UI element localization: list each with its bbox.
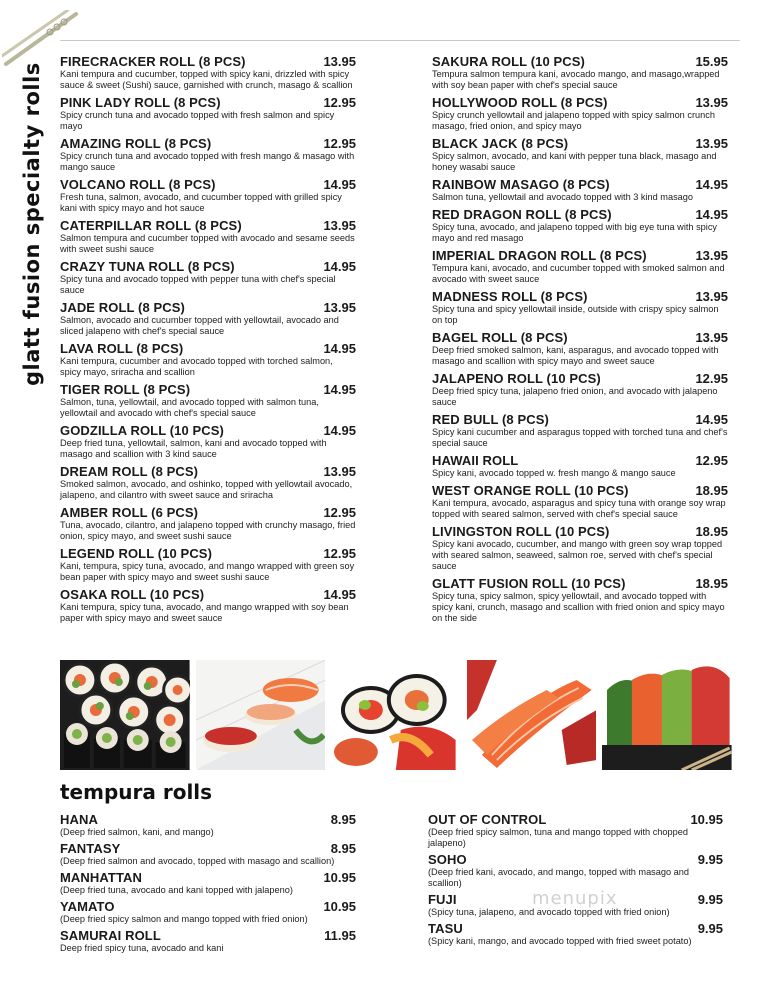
menu-item-header (60, 505, 356, 520)
menu-item (60, 259, 356, 296)
menu-item (60, 928, 356, 954)
menu-item (60, 177, 356, 214)
menu-item-name: BAGEL ROLL (8 PCS) (432, 330, 568, 345)
menu-item-description: Spicy crunch tuna and avocado topped with fresh mango & masago with mango sauce (60, 151, 355, 172)
menu-item-header (432, 453, 728, 468)
menu-item-header (432, 248, 728, 263)
top-divider (60, 40, 740, 41)
sashimi-photo (467, 660, 597, 770)
menu-item-name: WEST ORANGE ROLL (10 PCS) (432, 483, 629, 498)
menu-item-header (432, 289, 728, 304)
menu-item-description: (Deep fried spicy salmon and mango topped with fried onion) (60, 914, 308, 924)
menu-item (432, 453, 728, 479)
menu-item-name: RAINBOW MASAGO (8 PCS) (432, 177, 610, 192)
menu-item-header (428, 852, 723, 867)
menu-item-description: Spicy tuna and avocado topped with pepper tuna with chef's special sauce (60, 274, 336, 295)
menu-item-name: CRAZY TUNA ROLL (8 PCS) (60, 259, 235, 274)
menu-item-price: 11.95 (324, 928, 356, 943)
menu-item (60, 546, 356, 583)
menu-item-price: 8.95 (330, 812, 356, 827)
menu-item-name: LIVINGSTON ROLL (10 PCS) (432, 524, 610, 539)
menu-item (432, 177, 728, 203)
menu-item-price: 14.95 (323, 587, 356, 602)
menu-item-name: DREAM ROLL (8 PCS) (60, 464, 199, 479)
menu-item-price: 14.95 (323, 423, 356, 438)
menu-item-name: HOLLYWOOD ROLL (8 PCS) (432, 95, 608, 110)
menu-item-price: 13.95 (695, 330, 728, 345)
menu-item (428, 852, 723, 889)
menu-item-description: Deep fried spicy tuna, jalapeno fried onion, and avocado with jalapeno sauce (432, 386, 718, 407)
menu-item-description: Fresh tuna, salmon, avocado, and cucumber topped with grilled spicy kani with spicy mayo and hot sauce (60, 192, 342, 213)
menu-item-name: MADNESS ROLL (8 PCS) (432, 289, 588, 304)
menu-item-description: (Deep fried tuna, avocado and kani topped with jalapeno) (60, 885, 293, 895)
menu-item-description: Tempura salmon tempura kani, avocado mango, and masago,wrapped with soy bean paper with chef's special sauce (432, 69, 720, 90)
menu-item-price: 12.95 (695, 371, 728, 386)
menu-item (60, 218, 356, 255)
menu-item-price: 12.95 (323, 546, 356, 561)
menu-item-description: Salmon tuna, yellowtail and avocado topped with 3 kind masago (432, 192, 693, 202)
menu-item-price: 13.95 (323, 218, 356, 233)
menu-item-description: Salmon, tuna, yellowtail, and avocado topped with salmon tuna, yellowtail and avocado with chef's special sauce (60, 397, 319, 418)
menu-item-header (60, 95, 356, 110)
menu-item (432, 248, 728, 285)
menu-item-price: 10.95 (323, 899, 356, 914)
menu-item-price: 9.95 (697, 921, 723, 936)
menu-item-description: Spicy tuna and spicy yellowtail inside, outside with crispy spicy salmon on top (432, 304, 719, 325)
menu-item-price: 12.95 (323, 95, 356, 110)
menu-item-description: Deep fried smoked salmon, kani, asparagus, and avocado topped with masago and scallion with spicy mayo and sweet sauce (432, 345, 719, 366)
menu-item-description: Tuna, avocado, cilantro, and jalapeno topped with crunchy masago, fried onion, spicy mayo, and sweet sushi sauce (60, 520, 356, 541)
dragon-roll-photo (602, 660, 732, 770)
menu-item (60, 899, 356, 925)
menu-item-price: 14.95 (323, 259, 356, 274)
menu-item (432, 576, 728, 624)
menu-item (60, 423, 356, 460)
menu-item-name: BLACK JACK (8 PCS) (432, 136, 569, 151)
menu-item-description: (Deep fried kani, avocado, and mango, topped with masago and scallion) (428, 867, 689, 888)
menu-item-header (432, 371, 728, 386)
menu-item-name: AMBER ROLL (6 PCS) (60, 505, 199, 520)
menu-item-name: GLATT FUSION ROLL (10 PCS) (432, 576, 626, 591)
menu-item (60, 300, 356, 337)
menu-item-description: Kani tempura, cucumber and avocado topped with torched salmon, spicy mayo, sriracha and scallion (60, 356, 333, 377)
menu-item-price: 14.95 (323, 177, 356, 192)
menu-item-header (432, 330, 728, 345)
menu-item (60, 505, 356, 542)
menu-item-header (432, 524, 728, 539)
menu-item-description: Kani tempura, spicy tuna, avocado, and mango wrapped with soy bean paper with spicy mayo and sweet sauce (60, 602, 349, 623)
menu-item-price: 13.95 (695, 95, 728, 110)
tempura-section-title: tempura rolls (60, 780, 213, 804)
menu-item-name: YAMATO (60, 899, 115, 914)
menu-item-name: HAWAII ROLL (432, 453, 519, 468)
menu-item-header (60, 812, 356, 827)
menu-item-description: Spicy tuna, avocado, and jalapeno topped with big eye tuna with spicy mayo and red masago (432, 222, 718, 243)
menu-item-name: MANHATTAN (60, 870, 143, 885)
menu-item-price: 13.95 (323, 300, 356, 315)
menu-item-name: PINK LADY ROLL (8 PCS) (60, 95, 221, 110)
menu-item-header (428, 921, 723, 936)
watermark: menupix (532, 888, 618, 909)
menu-item (60, 136, 356, 173)
menu-item-description: (Deep fried salmon, kani, and mango) (60, 827, 214, 837)
menu-item-name: RED BULL (8 PCS) (432, 412, 549, 427)
photo-strip (60, 660, 732, 770)
menu-item (428, 921, 723, 947)
menu-item (60, 841, 356, 867)
menu-item-name: RED DRAGON ROLL (8 PCS) (432, 207, 612, 222)
menu-item-price: 12.95 (695, 453, 728, 468)
menu-item-price: 18.95 (695, 483, 728, 498)
menu-item-description: Tempura kani, avocado, and cucumber topped with smoked salmon and avocado with sweet sauce (432, 263, 725, 284)
specialty-left-column (60, 54, 356, 628)
menu-item (60, 382, 356, 419)
menu-item-description: (Deep fried salmon and avocado, topped with masago and scallion) (60, 856, 335, 866)
menu-item-header (60, 464, 356, 479)
menu-item-name: TIGER ROLL (8 PCS) (60, 382, 191, 397)
menu-item-name: GODZILLA ROLL (10 PCS) (60, 423, 224, 438)
menu-item-price: 12.95 (323, 136, 356, 151)
menu-item-header (432, 136, 728, 151)
menu-item (60, 95, 356, 132)
sushi-rolls-photo (60, 660, 190, 770)
menu-item (60, 464, 356, 501)
menu-item (432, 207, 728, 244)
menu-item-name: FUJI (428, 892, 457, 907)
menu-item (428, 812, 723, 849)
menu-item-name: LEGEND ROLL (10 PCS) (60, 546, 213, 561)
menu-item-description: Spicy kani avocado, cucumber, and mango with green soy wrap topped with seared salmon, seaweed, salmon roe, served with chef's special sauce (432, 539, 723, 571)
menu-item-price: 18.95 (695, 576, 728, 591)
menu-item-price: 14.95 (695, 177, 728, 192)
menu-item-header (432, 177, 728, 192)
menu-item (432, 483, 728, 520)
menu-item-description: Kani tempura and cucumber, topped with spicy kani, drizzled with spicy sauce & sweet (Sushi) sauce, garnished with crunch, masago & scallion (60, 69, 353, 90)
menu-item-price: 14.95 (695, 207, 728, 222)
menu-item (60, 54, 356, 91)
menu-item-name: JADE ROLL (8 PCS) (60, 300, 185, 315)
menu-item (60, 587, 356, 624)
menu-item-price: 8.95 (330, 841, 356, 856)
menu-item-header (432, 483, 728, 498)
specialty-right-column (432, 54, 728, 628)
menu-item-price: 14.95 (323, 382, 356, 397)
menu-item-price: 14.95 (323, 341, 356, 356)
menu-item-price: 10.95 (323, 870, 356, 885)
menu-item-name: IMPERIAL DRAGON ROLL (8 PCS) (432, 248, 647, 263)
menu-item (432, 289, 728, 326)
menu-item-price: 13.95 (323, 54, 356, 69)
menu-item (432, 330, 728, 367)
menu-item (60, 870, 356, 896)
menu-item-header (60, 300, 356, 315)
menu-item-header (60, 870, 356, 885)
menu-item-header (60, 218, 356, 233)
menu-item-price: 13.95 (695, 289, 728, 304)
menu-item-header (60, 259, 356, 274)
menu-item-header (432, 207, 728, 222)
menu-item-description: Salmon tempura and cucumber topped with avocado and sesame seeds with sweet sushi sauce (60, 233, 355, 254)
menu-item-name: TASU (428, 921, 463, 936)
menu-item-header (432, 54, 728, 69)
menu-item-name: OUT OF CONTROL (428, 812, 547, 827)
menu-item-name: SOHO (428, 852, 467, 867)
menu-item-header (60, 136, 356, 151)
menu-item-header (60, 546, 356, 561)
menu-item-price: 9.95 (697, 852, 723, 867)
menu-item (432, 54, 728, 91)
menu-item (60, 341, 356, 378)
menu-item-price: 9.95 (697, 892, 723, 907)
menu-item-price: 18.95 (695, 524, 728, 539)
menu-item-name: OSAKA ROLL (10 PCS) (60, 587, 205, 602)
menu-item (60, 812, 356, 838)
menu-item-name: SAMURAI ROLL (60, 928, 161, 943)
menu-item-description: Deep fried spicy tuna, avocado and kani (60, 943, 224, 953)
menu-item-header (428, 812, 723, 827)
menu-item-header (60, 341, 356, 356)
menu-item-name: FIRECRACKER ROLL (8 PCS) (60, 54, 246, 69)
menu-item-description: Salmon, avocado and cucumber topped with yellowtail, avocado and sliced jalapeno with chef's special sauce (60, 315, 339, 336)
menu-item-header (60, 382, 356, 397)
menu-item-name: SAKURA ROLL (10 PCS) (432, 54, 585, 69)
menu-item-header (60, 928, 356, 943)
section-title-vertical: glatt fusion specialty rolls (20, 62, 44, 386)
menu-item-name: AMAZING ROLL (8 PCS) (60, 136, 212, 151)
menu-item-description: Spicy kani, avocado topped w. fresh mango & mango sauce (432, 468, 676, 478)
menu-item-header (432, 95, 728, 110)
menu-item-description: (Deep fried spicy salmon, tuna and mango topped with chopped jalapeno) (428, 827, 688, 848)
menu-item-description: Spicy salmon, avocado, and kani with pepper tuna black, masago and honey wasabi sauce (432, 151, 717, 172)
menu-item-name: JALAPENO ROLL (10 PCS) (432, 371, 601, 386)
menu-item-description: Spicy crunch yellowtail and jalapeno topped with spicy salmon crunch masago, fried onion, and spicy mayo (432, 110, 715, 131)
menu-item-header (60, 177, 356, 192)
menu-item-description: (Spicy kani, mango, and avocado topped with fried sweet potato) (428, 936, 692, 946)
menu-item-price: 10.95 (690, 812, 723, 827)
menu-item-header (60, 54, 356, 69)
menu-item (432, 136, 728, 173)
menu-item (432, 524, 728, 572)
rainbow-roll-photo (331, 660, 461, 770)
menu-item (432, 412, 728, 449)
menu-item-header (60, 899, 356, 914)
menu-item-header (60, 587, 356, 602)
nigiri-photo (196, 660, 326, 770)
menu-item-description: Kani tempura, avocado, asparagus and spicy tuna with orange soy wrap topped with seared salmon, served with chef's special sauce (432, 498, 726, 519)
menu-item-price: 15.95 (695, 54, 728, 69)
menu-item (432, 95, 728, 132)
menu-item-name: FANTASY (60, 841, 121, 856)
menu-item-name: HANA (60, 812, 98, 827)
menu-item (432, 371, 728, 408)
menu-item-description: Spicy tuna, spicy salmon, spicy yellowtail, and avocado topped with spicy kani, crunch, masago and scallion with fried onion and spicy mayo on the side (432, 591, 725, 623)
menu-item-price: 13.95 (323, 464, 356, 479)
menu-item-description: Deep fried tuna, yellowtail, salmon, kani and avocado topped with masago and scallion with 3 kind sauce (60, 438, 327, 459)
menu-item-header (432, 412, 728, 427)
menu-item-price: 13.95 (695, 248, 728, 263)
menu-item-header (432, 576, 728, 591)
menu-item-description: Spicy crunch tuna and avocado topped with fresh salmon and spicy mayo (60, 110, 335, 131)
menu-item-description: Spicy kani cucumber and asparagus topped with torched tuna and chef's special sauce (432, 427, 728, 448)
menu-item-name: LAVA ROLL (8 PCS) (60, 341, 184, 356)
tempura-left-column (60, 812, 356, 957)
menu-item-header (60, 423, 356, 438)
menu-item-price: 13.95 (695, 136, 728, 151)
menu-item-name: VOLCANO ROLL (8 PCS) (60, 177, 216, 192)
menu-item-name: CATERPILLAR ROLL (8 PCS) (60, 218, 242, 233)
menu-item-description: Smoked salmon, avocado, and oshinko, topped with yellowtail avocado, jalapeno, and cilantro with sweet sauce and sriracha (60, 479, 353, 500)
menu-item-description: Kani, tempura, spicy tuna, avocado, and mango wrapped with green soy bean paper with spicy mayo and sweet sushi sauce (60, 561, 355, 582)
menu-item-header (60, 841, 356, 856)
menu-item-price: 12.95 (323, 505, 356, 520)
tempura-right-column (428, 812, 723, 950)
menu-item-description: (Spicy tuna, jalapeno, and avocado topped with fried onion) (428, 907, 670, 917)
menu-item-price: 14.95 (695, 412, 728, 427)
